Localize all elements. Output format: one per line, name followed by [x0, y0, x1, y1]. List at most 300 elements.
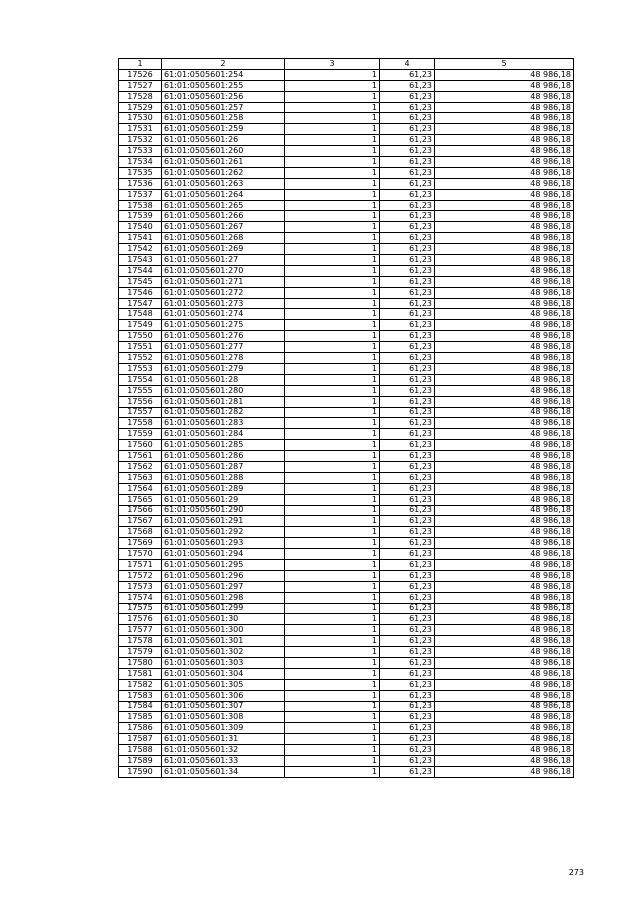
row-number-cell: 17530 — [119, 113, 162, 124]
quantity-cell: 1 — [285, 494, 380, 505]
area-cell: 61,23 — [380, 679, 435, 690]
area-cell: 61,23 — [380, 146, 435, 157]
quantity-cell: 1 — [285, 483, 380, 494]
value-cell: 48 986,18 — [435, 91, 574, 102]
table-row — [119, 603, 574, 614]
quantity-cell: 1 — [285, 636, 380, 647]
area-cell: 61,23 — [380, 396, 435, 407]
cadastral-number-cell: 61:01:0505601:267 — [162, 222, 285, 233]
table-row — [119, 527, 574, 538]
table-row — [119, 178, 574, 189]
area-cell: 61,23 — [380, 516, 435, 527]
quantity-cell: 1 — [285, 102, 380, 113]
area-cell: 61,23 — [380, 80, 435, 91]
value-cell: 48 986,18 — [435, 451, 574, 462]
cadastral-number-cell: 61:01:0505601:273 — [162, 298, 285, 309]
row-number-cell: 17528 — [119, 91, 162, 102]
table-row — [119, 265, 574, 276]
column-header-3: 3 — [285, 59, 380, 70]
value-cell: 48 986,18 — [435, 374, 574, 385]
area-cell: 61,23 — [380, 135, 435, 146]
area-cell: 61,23 — [380, 668, 435, 679]
table-row — [119, 407, 574, 418]
table-row — [119, 701, 574, 712]
area-cell: 61,23 — [380, 570, 435, 581]
quantity-cell: 1 — [285, 374, 380, 385]
value-cell: 48 986,18 — [435, 756, 574, 767]
row-number-cell: 17571 — [119, 559, 162, 570]
row-number-cell: 17567 — [119, 516, 162, 527]
cadastral-number-cell: 61:01:0505601:306 — [162, 690, 285, 701]
row-number-cell: 17537 — [119, 189, 162, 200]
area-cell: 61,23 — [380, 189, 435, 200]
value-cell: 48 986,18 — [435, 385, 574, 396]
quantity-cell: 1 — [285, 255, 380, 266]
cadastral-number-cell: 61:01:0505601:309 — [162, 723, 285, 734]
quantity-cell: 1 — [285, 690, 380, 701]
quantity-cell: 1 — [285, 581, 380, 592]
quantity-cell: 1 — [285, 331, 380, 342]
cadastral-number-cell: 61:01:0505601:26 — [162, 135, 285, 146]
quantity-cell: 1 — [285, 157, 380, 168]
quantity-cell: 1 — [285, 167, 380, 178]
row-number-cell: 17561 — [119, 451, 162, 462]
cadastral-number-cell: 61:01:0505601:292 — [162, 527, 285, 538]
row-number-cell: 17544 — [119, 265, 162, 276]
table-row — [119, 146, 574, 157]
cadastral-number-cell: 61:01:0505601:274 — [162, 309, 285, 320]
cadastral-number-cell: 61:01:0505601:279 — [162, 363, 285, 374]
area-cell: 61,23 — [380, 265, 435, 276]
area-cell: 61,23 — [380, 113, 435, 124]
quantity-cell: 1 — [285, 320, 380, 331]
value-cell: 48 986,18 — [435, 516, 574, 527]
cadastral-number-cell: 61:01:0505601:268 — [162, 233, 285, 244]
row-number-cell: 17577 — [119, 625, 162, 636]
cadastral-number-cell: 61:01:0505601:257 — [162, 102, 285, 113]
quantity-cell: 1 — [285, 592, 380, 603]
value-cell: 48 986,18 — [435, 146, 574, 157]
cadastral-number-cell: 61:01:0505601:286 — [162, 451, 285, 462]
quantity-cell: 1 — [285, 178, 380, 189]
value-cell: 48 986,18 — [435, 211, 574, 222]
value-cell: 48 986,18 — [435, 135, 574, 146]
value-cell: 48 986,18 — [435, 668, 574, 679]
row-number-cell: 17580 — [119, 657, 162, 668]
value-cell: 48 986,18 — [435, 244, 574, 255]
table-row — [119, 113, 574, 124]
value-cell: 48 986,18 — [435, 69, 574, 80]
quantity-cell: 1 — [285, 570, 380, 581]
area-cell: 61,23 — [380, 276, 435, 287]
value-cell: 48 986,18 — [435, 418, 574, 429]
row-number-cell: 17583 — [119, 690, 162, 701]
area-cell: 61,23 — [380, 200, 435, 211]
area-cell: 61,23 — [380, 309, 435, 320]
table-row — [119, 320, 574, 331]
area-cell: 61,23 — [380, 527, 435, 538]
cadastral-number-cell: 61:01:0505601:272 — [162, 287, 285, 298]
quantity-cell: 1 — [285, 113, 380, 124]
value-cell: 48 986,18 — [435, 538, 574, 549]
value-cell: 48 986,18 — [435, 353, 574, 364]
table-row — [119, 668, 574, 679]
area-cell: 61,23 — [380, 353, 435, 364]
cadastral-number-cell: 61:01:0505601:34 — [162, 766, 285, 777]
table-row — [119, 200, 574, 211]
cadastral-number-cell: 61:01:0505601:287 — [162, 461, 285, 472]
cadastral-number-cell: 61:01:0505601:264 — [162, 189, 285, 200]
value-cell: 48 986,18 — [435, 625, 574, 636]
area-cell: 61,23 — [380, 723, 435, 734]
table-row — [119, 102, 574, 113]
table-row — [119, 189, 574, 200]
quantity-cell: 1 — [285, 342, 380, 353]
table-body — [119, 69, 574, 777]
table-row — [119, 91, 574, 102]
table-row — [119, 549, 574, 560]
quantity-cell: 1 — [285, 679, 380, 690]
row-number-cell: 17582 — [119, 679, 162, 690]
table-row — [119, 233, 574, 244]
cadastral-number-cell: 61:01:0505601:28 — [162, 374, 285, 385]
quantity-cell: 1 — [285, 461, 380, 472]
table-row — [119, 298, 574, 309]
row-number-cell: 17587 — [119, 734, 162, 745]
table-row — [119, 745, 574, 756]
row-number-cell: 17562 — [119, 461, 162, 472]
row-number-cell: 17547 — [119, 298, 162, 309]
value-cell: 48 986,18 — [435, 614, 574, 625]
cadastral-number-cell: 61:01:0505601:291 — [162, 516, 285, 527]
cadastral-number-cell: 61:01:0505601:303 — [162, 657, 285, 668]
cadastral-number-cell: 61:01:0505601:255 — [162, 80, 285, 91]
row-number-cell: 17589 — [119, 756, 162, 767]
area-cell: 61,23 — [380, 451, 435, 462]
table-row — [119, 167, 574, 178]
value-cell: 48 986,18 — [435, 559, 574, 570]
cadastral-number-cell: 61:01:0505601:254 — [162, 69, 285, 80]
table-row — [119, 636, 574, 647]
area-cell: 61,23 — [380, 69, 435, 80]
cadastral-number-cell: 61:01:0505601:305 — [162, 679, 285, 690]
value-cell: 48 986,18 — [435, 276, 574, 287]
cadastral-number-cell: 61:01:0505601:265 — [162, 200, 285, 211]
column-header-4: 4 — [380, 59, 435, 70]
row-number-cell: 17539 — [119, 211, 162, 222]
row-number-cell: 17536 — [119, 178, 162, 189]
value-cell: 48 986,18 — [435, 581, 574, 592]
cadastral-number-cell: 61:01:0505601:256 — [162, 91, 285, 102]
area-cell: 61,23 — [380, 363, 435, 374]
cadastral-number-cell: 61:01:0505601:271 — [162, 276, 285, 287]
table-row — [119, 244, 574, 255]
row-number-cell: 17572 — [119, 570, 162, 581]
row-number-cell: 17549 — [119, 320, 162, 331]
table-row — [119, 516, 574, 527]
row-number-cell: 17543 — [119, 255, 162, 266]
row-number-cell: 17535 — [119, 167, 162, 178]
cadastral-number-cell: 61:01:0505601:290 — [162, 505, 285, 516]
row-number-cell: 17569 — [119, 538, 162, 549]
cadastral-number-cell: 61:01:0505601:288 — [162, 472, 285, 483]
row-number-cell: 17538 — [119, 200, 162, 211]
quantity-cell: 1 — [285, 505, 380, 516]
table-row — [119, 723, 574, 734]
area-cell: 61,23 — [380, 483, 435, 494]
quantity-cell: 1 — [285, 200, 380, 211]
row-number-cell: 17563 — [119, 472, 162, 483]
table-row — [119, 342, 574, 353]
quantity-cell: 1 — [285, 734, 380, 745]
row-number-cell: 17550 — [119, 331, 162, 342]
quantity-cell: 1 — [285, 559, 380, 570]
row-number-cell: 17551 — [119, 342, 162, 353]
area-cell: 61,23 — [380, 244, 435, 255]
quantity-cell: 1 — [285, 211, 380, 222]
area-cell: 61,23 — [380, 255, 435, 266]
table-row — [119, 538, 574, 549]
quantity-cell: 1 — [285, 124, 380, 135]
quantity-cell: 1 — [285, 396, 380, 407]
column-header-5: 5 — [435, 59, 574, 70]
cadastral-number-cell: 61:01:0505601:30 — [162, 614, 285, 625]
row-number-cell: 17542 — [119, 244, 162, 255]
table-row — [119, 211, 574, 222]
quantity-cell: 1 — [285, 222, 380, 233]
value-cell: 48 986,18 — [435, 265, 574, 276]
table-row — [119, 157, 574, 168]
row-number-cell: 17564 — [119, 483, 162, 494]
cadastral-number-cell: 61:01:0505601:300 — [162, 625, 285, 636]
area-cell: 61,23 — [380, 461, 435, 472]
cadastral-number-cell: 61:01:0505601:281 — [162, 396, 285, 407]
table-row — [119, 374, 574, 385]
header-row — [119, 59, 574, 70]
table-row — [119, 276, 574, 287]
value-cell: 48 986,18 — [435, 167, 574, 178]
cadastral-number-cell: 61:01:0505601:284 — [162, 429, 285, 440]
row-number-cell: 17558 — [119, 418, 162, 429]
quantity-cell: 1 — [285, 80, 380, 91]
value-cell: 48 986,18 — [435, 429, 574, 440]
value-cell: 48 986,18 — [435, 331, 574, 342]
cadastral-number-cell: 61:01:0505601:266 — [162, 211, 285, 222]
quantity-cell: 1 — [285, 614, 380, 625]
quantity-cell: 1 — [285, 298, 380, 309]
row-number-cell: 17529 — [119, 102, 162, 113]
quantity-cell: 1 — [285, 309, 380, 320]
cadastral-number-cell: 61:01:0505601:297 — [162, 581, 285, 592]
table-row — [119, 331, 574, 342]
quantity-cell: 1 — [285, 146, 380, 157]
area-cell: 61,23 — [380, 756, 435, 767]
cadastral-number-cell: 61:01:0505601:296 — [162, 570, 285, 581]
value-cell: 48 986,18 — [435, 745, 574, 756]
area-cell: 61,23 — [380, 657, 435, 668]
row-number-cell: 17557 — [119, 407, 162, 418]
value-cell: 48 986,18 — [435, 124, 574, 135]
area-cell: 61,23 — [380, 559, 435, 570]
row-number-cell: 17575 — [119, 603, 162, 614]
value-cell: 48 986,18 — [435, 603, 574, 614]
area-cell: 61,23 — [380, 614, 435, 625]
column-header-2: 2 — [162, 59, 285, 70]
table-row — [119, 614, 574, 625]
row-number-cell: 17578 — [119, 636, 162, 647]
table-row — [119, 690, 574, 701]
row-number-cell: 17584 — [119, 701, 162, 712]
row-number-cell: 17527 — [119, 80, 162, 91]
row-number-cell: 17532 — [119, 135, 162, 146]
value-cell: 48 986,18 — [435, 113, 574, 124]
table-row — [119, 581, 574, 592]
quantity-cell: 1 — [285, 69, 380, 80]
cadastral-number-cell: 61:01:0505601:301 — [162, 636, 285, 647]
area-cell: 61,23 — [380, 592, 435, 603]
value-cell: 48 986,18 — [435, 657, 574, 668]
row-number-cell: 17566 — [119, 505, 162, 516]
table-row — [119, 766, 574, 777]
quantity-cell: 1 — [285, 407, 380, 418]
area-cell: 61,23 — [380, 538, 435, 549]
cadastral-number-cell: 61:01:0505601:298 — [162, 592, 285, 603]
table-row — [119, 494, 574, 505]
table-row — [119, 353, 574, 364]
value-cell: 48 986,18 — [435, 505, 574, 516]
cadastral-number-cell: 61:01:0505601:262 — [162, 167, 285, 178]
area-cell: 61,23 — [380, 385, 435, 396]
value-cell: 48 986,18 — [435, 157, 574, 168]
quantity-cell: 1 — [285, 287, 380, 298]
area-cell: 61,23 — [380, 429, 435, 440]
value-cell: 48 986,18 — [435, 636, 574, 647]
column-header-1: 1 — [119, 59, 162, 70]
row-number-cell: 17541 — [119, 233, 162, 244]
area-cell: 61,23 — [380, 374, 435, 385]
row-number-cell: 17540 — [119, 222, 162, 233]
table-row — [119, 69, 574, 80]
value-cell: 48 986,18 — [435, 287, 574, 298]
table-row — [119, 625, 574, 636]
table-row — [119, 287, 574, 298]
area-cell: 61,23 — [380, 690, 435, 701]
table-row — [119, 255, 574, 266]
area-cell: 61,23 — [380, 505, 435, 516]
area-cell: 61,23 — [380, 124, 435, 135]
value-cell: 48 986,18 — [435, 461, 574, 472]
quantity-cell: 1 — [285, 538, 380, 549]
area-cell: 61,23 — [380, 298, 435, 309]
value-cell: 48 986,18 — [435, 222, 574, 233]
value-cell: 48 986,18 — [435, 396, 574, 407]
table-row — [119, 309, 574, 320]
cadastral-number-cell: 61:01:0505601:280 — [162, 385, 285, 396]
row-number-cell: 17568 — [119, 527, 162, 538]
cadastral-number-cell: 61:01:0505601:294 — [162, 549, 285, 560]
value-cell: 48 986,18 — [435, 80, 574, 91]
area-cell: 61,23 — [380, 701, 435, 712]
value-cell: 48 986,18 — [435, 701, 574, 712]
area-cell: 61,23 — [380, 222, 435, 233]
value-cell: 48 986,18 — [435, 592, 574, 603]
table-row — [119, 418, 574, 429]
table-row — [119, 679, 574, 690]
area-cell: 61,23 — [380, 745, 435, 756]
value-cell: 48 986,18 — [435, 483, 574, 494]
row-number-cell: 17548 — [119, 309, 162, 320]
area-cell: 61,23 — [380, 167, 435, 178]
page-number: 273 — [568, 868, 584, 877]
value-cell: 48 986,18 — [435, 734, 574, 745]
value-cell: 48 986,18 — [435, 200, 574, 211]
quantity-cell: 1 — [285, 647, 380, 658]
quantity-cell: 1 — [285, 549, 380, 560]
row-number-cell: 17526 — [119, 69, 162, 80]
value-cell: 48 986,18 — [435, 472, 574, 483]
area-cell: 61,23 — [380, 494, 435, 505]
quantity-cell: 1 — [285, 440, 380, 451]
cadastral-number-cell: 61:01:0505601:304 — [162, 668, 285, 679]
cadastral-number-cell: 61:01:0505601:307 — [162, 701, 285, 712]
area-cell: 61,23 — [380, 549, 435, 560]
row-number-cell: 17573 — [119, 581, 162, 592]
row-number-cell: 17588 — [119, 745, 162, 756]
table-row — [119, 647, 574, 658]
cadastral-number-cell: 61:01:0505601:33 — [162, 756, 285, 767]
value-cell: 48 986,18 — [435, 233, 574, 244]
quantity-cell: 1 — [285, 701, 380, 712]
table-row — [119, 429, 574, 440]
value-cell: 48 986,18 — [435, 342, 574, 353]
row-number-cell: 17590 — [119, 766, 162, 777]
quantity-cell: 1 — [285, 516, 380, 527]
area-cell: 61,23 — [380, 157, 435, 168]
value-cell: 48 986,18 — [435, 320, 574, 331]
row-number-cell: 17559 — [119, 429, 162, 440]
area-cell: 61,23 — [380, 712, 435, 723]
cadastral-number-cell: 61:01:0505601:276 — [162, 331, 285, 342]
cadastral-number-cell: 61:01:0505601:277 — [162, 342, 285, 353]
table-row — [119, 385, 574, 396]
row-number-cell: 17574 — [119, 592, 162, 603]
cadastral-number-cell: 61:01:0505601:263 — [162, 178, 285, 189]
quantity-cell: 1 — [285, 527, 380, 538]
area-cell: 61,23 — [380, 331, 435, 342]
quantity-cell: 1 — [285, 385, 380, 396]
value-cell: 48 986,18 — [435, 766, 574, 777]
cadastral-number-cell: 61:01:0505601:308 — [162, 712, 285, 723]
table-row — [119, 559, 574, 570]
row-number-cell: 17534 — [119, 157, 162, 168]
value-cell: 48 986,18 — [435, 647, 574, 658]
quantity-cell: 1 — [285, 244, 380, 255]
area-cell: 61,23 — [380, 581, 435, 592]
table-row — [119, 505, 574, 516]
cadastral-number-cell: 61:01:0505601:270 — [162, 265, 285, 276]
cadastral-number-cell: 61:01:0505601:299 — [162, 603, 285, 614]
cadastral-number-cell: 61:01:0505601:258 — [162, 113, 285, 124]
row-number-cell: 17554 — [119, 374, 162, 385]
value-cell: 48 986,18 — [435, 102, 574, 113]
table-row — [119, 712, 574, 723]
row-number-cell: 17579 — [119, 647, 162, 658]
table-row — [119, 124, 574, 135]
area-cell: 61,23 — [380, 418, 435, 429]
quantity-cell: 1 — [285, 625, 380, 636]
row-number-cell: 17585 — [119, 712, 162, 723]
table-header — [119, 59, 574, 70]
